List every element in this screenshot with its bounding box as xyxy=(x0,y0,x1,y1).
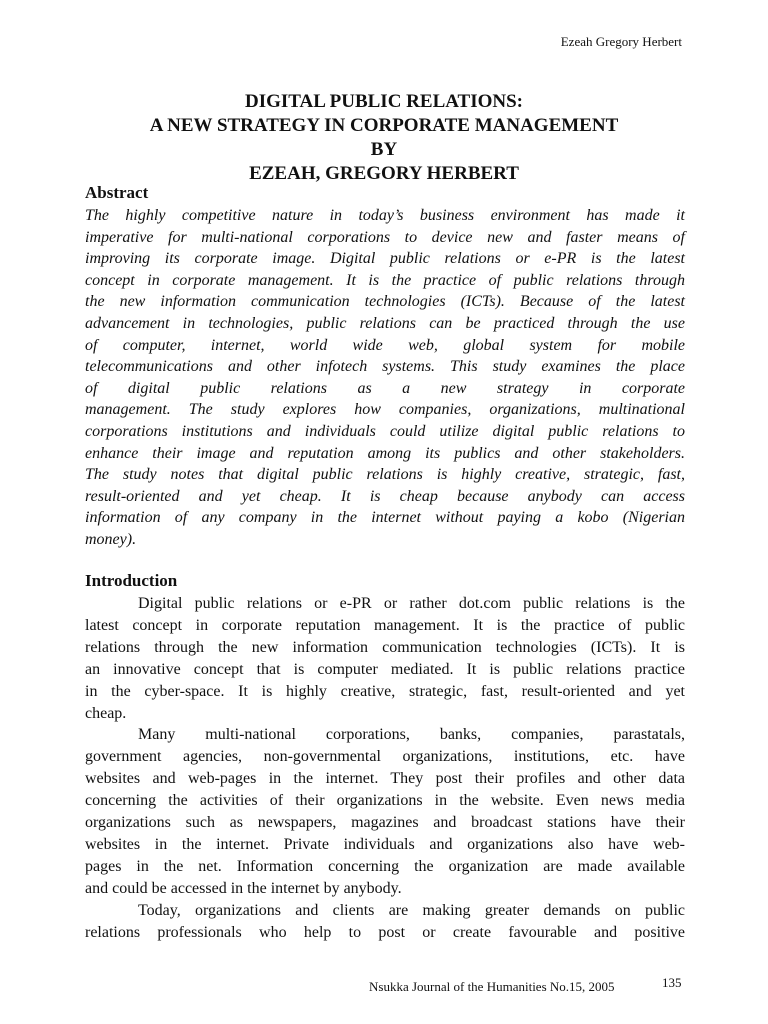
title-line: BY xyxy=(370,139,398,160)
paragraph-line: pages in the net. Information concerning the organization are made available xyxy=(85,857,685,875)
abstract-line: improving its corporate image. Digital public relations or e-PR is the latest xyxy=(85,250,685,268)
paragraph-line: websites in the internet. Private individuals and organizations also have web- xyxy=(85,835,685,853)
paragraph-line: websites and web-pages in the internet. They post their profiles and other data xyxy=(85,770,685,788)
abstract-line: enhance their image and reputation among its publics and other stakeholders. xyxy=(85,444,685,462)
abstract-line: telecommunications and other infotech systems. This study examines the place xyxy=(85,358,685,376)
abstract-line: management. The study explores how companies, organizations, multinational xyxy=(85,401,685,419)
abstract-line: the new information communication technologies (ICTs). Because of the latest xyxy=(85,293,685,311)
paragraph-line: in the cyber-space. It is highly creative, strategic, fast, result-oriented and yet xyxy=(85,682,685,700)
introduction-body xyxy=(85,593,685,944)
paragraph-line: Many multi-national corporations, banks, companies, parastatals, xyxy=(138,726,685,744)
running-head: Ezeah Gregory Herbert xyxy=(560,34,682,49)
abstract-line: information of any company in the internet without paying a kobo (Nigerian xyxy=(85,509,685,527)
paragraph-line: cheap. xyxy=(85,704,127,722)
author-line: EZEAH, GREGORY HERBERT xyxy=(249,163,519,184)
abstract-line: imperative for multi-national corporations to device new and faster means of xyxy=(85,228,685,246)
paragraph-line: organizations such as newspapers, magazines and broadcast stations have their xyxy=(85,814,685,832)
title-line: DIGITAL PUBLIC RELATIONS: xyxy=(244,91,524,112)
paragraph-line: relations through the new information communication technologies (ICTs). It is xyxy=(85,638,685,656)
abstract-line: advancement in technologies, public relations can be practiced through the use xyxy=(85,314,685,332)
paragraph-line: government agencies, non-governmental organizations, institutions, etc. have xyxy=(85,748,685,766)
abstract-heading: Abstract xyxy=(85,183,149,202)
paragraph-line: relations professionals who help to post or create favourable and positive xyxy=(85,923,685,941)
abstract-line: money). xyxy=(85,530,137,548)
paragraph-line: latest concept in corporate reputation management. It is the practice of public xyxy=(85,616,685,634)
abstract-line: corporations institutions and individuals could utilize digital public relations to xyxy=(85,422,685,440)
page-number: 135 xyxy=(662,975,682,990)
abstract-line: of computer, internet, world wide web, global system for mobile xyxy=(85,336,685,354)
article-title xyxy=(0,90,768,186)
abstract-line: The highly competitive nature in today’s business environment has made it xyxy=(85,207,685,224)
abstract-line: result-oriented and yet cheap. It is cheap because anybody can access xyxy=(85,487,685,505)
introduction-heading: Introduction xyxy=(85,571,178,590)
abstract-line: The study notes that digital public relations is highly creative, strategic, fast, xyxy=(85,466,685,484)
abstract-line: of digital public relations as a new strategy in corporate xyxy=(85,379,685,397)
abstract-line: concept in corporate management. It is the practice of public relations through xyxy=(85,271,685,289)
paragraph-line: and could be accessed in the internet by anybody. xyxy=(85,879,402,897)
paragraph-line: Digital public relations or e-PR or rather dot.com public relations is the xyxy=(138,595,685,612)
paragraph-line: an innovative concept that is computer mediated. It is public relations practice xyxy=(85,660,685,678)
journal-footer: Nsukka Journal of the Humanities No.15, 2005 xyxy=(369,979,615,994)
paragraph-line: Today, organizations and clients are making greater demands on public xyxy=(138,901,685,919)
abstract-body xyxy=(85,205,685,551)
paragraph-line: concerning the activities of their organizations in the website. Even news media xyxy=(85,792,685,810)
title-line: A NEW STRATEGY IN CORPORATE MANAGEMENT xyxy=(149,115,619,136)
